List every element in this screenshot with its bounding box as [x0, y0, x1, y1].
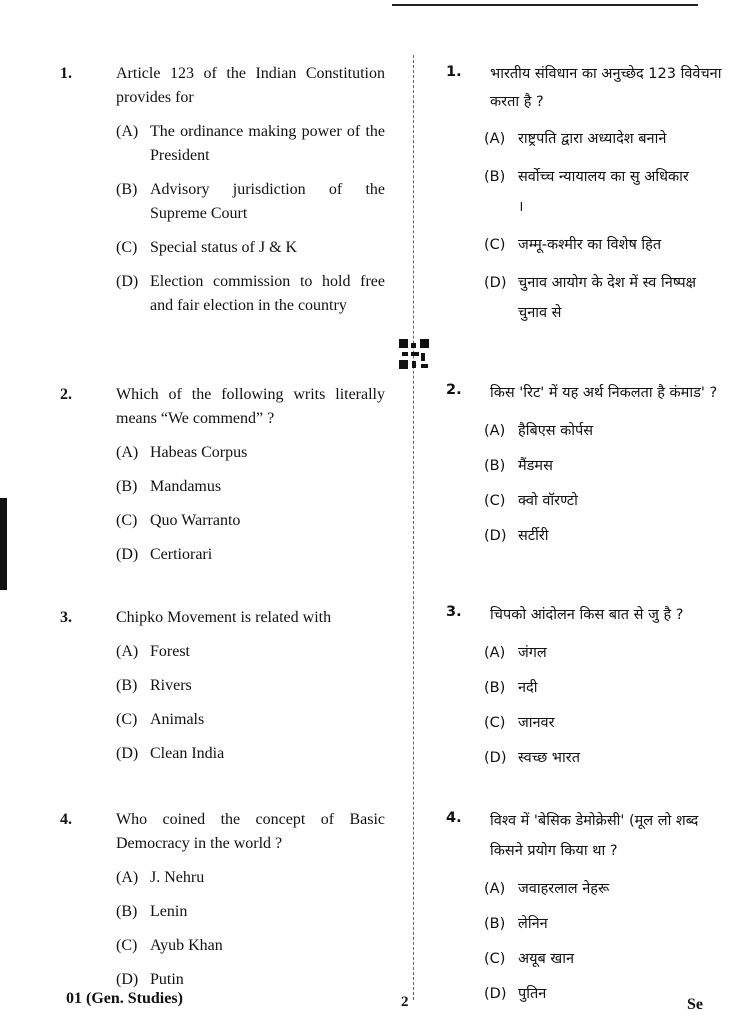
option-d — [484, 524, 698, 548]
option-text: मैंडमस — [518, 458, 553, 474]
option-c — [484, 711, 698, 735]
option-label: (A) — [484, 881, 506, 897]
option-text: सर्टीरी — [518, 528, 549, 544]
option-b — [116, 900, 385, 924]
option-text: जवाहरलाल नेहरू — [518, 881, 610, 897]
option-c — [116, 708, 385, 732]
option-label: (A) — [116, 869, 139, 886]
option-text: Habeas Corpus — [150, 444, 248, 461]
option-label: (B) — [484, 680, 506, 696]
option-text: जम्मू-कश्मीर का विशेष हित — [518, 237, 662, 253]
option-label: (C) — [484, 237, 506, 253]
option-text: Quo Warranto — [150, 512, 241, 529]
option-label: (B) — [484, 458, 506, 474]
option-text: Forest — [150, 643, 190, 660]
option-label: (D) — [116, 273, 139, 290]
question-number: 3. — [446, 604, 462, 620]
margin-registration-mark — [0, 498, 7, 590]
option-text: राष्ट्रपति द्वारा अध्यादेश बनाने — [518, 131, 667, 147]
question-number: 4. — [60, 811, 72, 828]
option-label: (D) — [116, 971, 139, 988]
option-c — [484, 233, 698, 257]
option-label: (B) — [484, 169, 506, 185]
question-3 — [60, 606, 385, 766]
option-label: (A) — [116, 444, 139, 461]
option-a — [484, 641, 698, 665]
option-label: (C) — [484, 715, 506, 731]
option-b — [484, 912, 698, 936]
option-d — [484, 982, 698, 1006]
option-label: (A) — [484, 645, 506, 661]
option-text: Rivers — [150, 677, 192, 694]
option-text: लेनिन — [518, 916, 548, 932]
question-text: विश्व में 'बेसिक डेमोक्रेसी' (मूल लो शब्द किसने प्रयोग किया था ? — [490, 813, 699, 859]
option-d — [116, 270, 385, 318]
option-label: (B) — [116, 677, 138, 694]
option-label: (B) — [116, 903, 138, 920]
option-text: Election commission to hold free and fair election in the country — [150, 273, 385, 314]
question-text: Article 123 of the Indian Constitution provides for — [116, 65, 385, 106]
option-a — [484, 127, 698, 151]
option-text: पुतिन — [518, 986, 547, 1002]
option-b — [116, 674, 385, 698]
option-text: Lenin — [150, 903, 188, 920]
option-text: Certiorari — [150, 546, 213, 563]
option-text: जंगल — [518, 645, 547, 661]
hindi-column — [446, 0, 722, 1002]
option-a — [116, 441, 385, 465]
option-label: (A) — [116, 123, 139, 140]
option-label: (D) — [484, 528, 507, 544]
option-text: जानवर — [518, 715, 555, 731]
option-label: (D) — [116, 745, 139, 762]
question-2 — [60, 383, 385, 567]
option-label: (B) — [116, 478, 138, 495]
question-text: Who coined the concept of Basic Democracy in the world ? — [116, 811, 385, 852]
option-text: स्वच्छ भारत — [518, 750, 580, 766]
option-c — [484, 489, 698, 513]
question-4 — [446, 806, 698, 1006]
option-label: (C) — [116, 937, 138, 954]
question-number: 1. — [446, 64, 462, 80]
option-label: (A) — [116, 643, 139, 660]
footer-right-text: Se — [687, 996, 703, 1013]
option-a — [484, 419, 698, 443]
question-4 — [60, 808, 385, 992]
option-text: Ayub Khan — [150, 937, 223, 954]
option-label: (A) — [484, 131, 506, 147]
question-text: Chipko Movement is related with — [116, 609, 332, 626]
option-text: Mandamus — [150, 478, 222, 495]
option-label: (C) — [484, 951, 506, 967]
option-label: (D) — [484, 275, 507, 291]
option-text: क्वो वॉरण्टो — [518, 493, 578, 509]
page-number: 2 — [401, 994, 409, 1010]
option-d — [484, 268, 698, 328]
question-number: 3. — [60, 609, 72, 626]
question-number: 1. — [60, 65, 72, 82]
option-text: Advisory jurisdiction of the Supreme Court — [150, 181, 385, 222]
option-d — [484, 746, 698, 770]
option-c — [116, 236, 385, 260]
option-label: (D) — [484, 986, 507, 1002]
question-number: 2. — [60, 386, 72, 403]
question-1 — [446, 60, 722, 328]
question-1 — [60, 62, 385, 318]
option-b — [484, 454, 698, 478]
option-c — [116, 509, 385, 533]
option-b — [484, 676, 698, 700]
option-label: (C) — [116, 239, 138, 256]
option-c — [116, 934, 385, 958]
option-text: Clean India — [150, 745, 225, 762]
option-text: अयूब खान — [518, 951, 575, 967]
option-text: नदी — [518, 680, 538, 696]
option-a — [116, 120, 385, 168]
option-label: (B) — [116, 181, 138, 198]
column-divider — [413, 55, 414, 1000]
question-text: किस 'रिट' में यह अर्थ निकलता है कंमाड' ? — [490, 385, 718, 401]
question-text: चिपको आंदोलन किस बात से जु है ? — [490, 607, 684, 623]
option-c — [484, 947, 698, 971]
option-text: हैबिएस कोर्पस — [518, 423, 594, 439]
footer-paper-code: 01 (Gen. Studies) — [66, 990, 183, 1007]
option-text: Animals — [150, 711, 205, 728]
option-d — [116, 543, 385, 567]
option-d — [116, 968, 385, 992]
question-2 — [446, 378, 718, 548]
option-label: (B) — [484, 916, 506, 932]
question-text: भारतीय संविधान का अनुच्छेद 123 विवेचना करता है ? — [490, 66, 722, 110]
option-text: Putin — [150, 971, 184, 988]
option-label: (D) — [484, 750, 507, 766]
question-number: 2. — [446, 382, 462, 398]
option-a — [116, 640, 385, 664]
option-label: (A) — [484, 423, 506, 439]
qr-code-icon — [399, 339, 429, 369]
option-text: J. Nehru — [150, 869, 205, 886]
option-b — [116, 475, 385, 499]
option-label: (C) — [484, 493, 506, 509]
option-label: (D) — [116, 546, 139, 563]
question-text: Which of the following writs literally means “We commend” ? — [116, 386, 385, 427]
option-b — [116, 178, 385, 226]
option-a — [116, 866, 385, 890]
question-3 — [446, 600, 698, 770]
option-d — [116, 742, 385, 766]
option-text: The ordinance making power of the President — [150, 123, 385, 164]
option-text: चुनाव आयोग के देश में स्व निष्पक्ष चुनाव से — [518, 275, 697, 321]
option-text: Special status of J & K — [150, 239, 298, 256]
option-b — [484, 162, 698, 222]
option-a — [484, 877, 698, 901]
option-label: (C) — [116, 512, 138, 529]
question-number: 4. — [446, 810, 462, 826]
option-text: सर्वोच्च न्यायालय का सु अधिकार । — [518, 169, 689, 215]
option-label: (C) — [116, 711, 138, 728]
